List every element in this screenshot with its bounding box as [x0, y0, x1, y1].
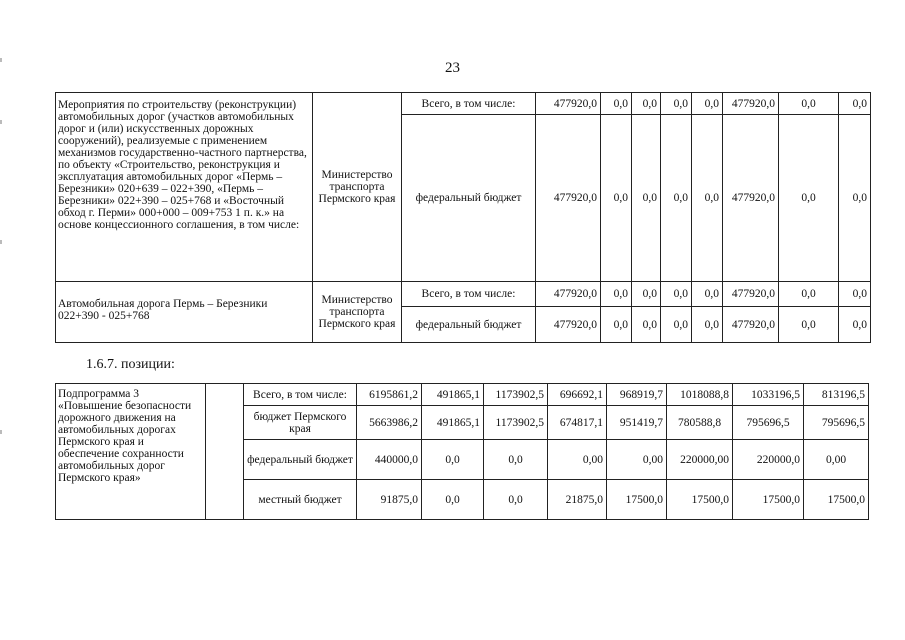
value-cell: 0,0 [484, 440, 548, 480]
value-cell: 6195861,2 [357, 384, 422, 406]
value-cell: 0,0 [601, 115, 632, 282]
value-cell: 440000,0 [357, 440, 422, 480]
funding-source: бюджет Пермского края [244, 406, 357, 440]
value-cell: 0,0 [632, 115, 661, 282]
value-cell: 951419,7 [607, 406, 667, 440]
value-cell: 491865,1 [422, 406, 484, 440]
value-cell: 17500,0 [804, 480, 869, 520]
value-cell: 0,0 [839, 93, 871, 115]
table-row [56, 93, 871, 115]
measure-description: Мероприятия по строительству (реконструкции) автомобильных дорог (участков автомобильных дорог и (или) искусственных дорожных сооружений), реализуемые с применением механизмов государственно-частного партнерства, по объекту «Строительство, реконструкция и эксплуатация автомобильных дорог «Пермь – Березники» 020+639 – 022+390, «Пермь – Березники» 022+390 – 025+768 и «Восточный обход г. Перми» 000+000 – 009+753 1 п. к.» на основе концессионного соглашения, в том числе: [56, 93, 313, 282]
value-cell: 477920,0 [723, 93, 779, 115]
value-cell: 1018088,8 [667, 384, 733, 406]
value-cell: 17500,0 [667, 480, 733, 520]
value-cell: 0,0 [601, 307, 632, 343]
value-cell: 491865,1 [422, 384, 484, 406]
value-cell: 220000,00 [667, 440, 733, 480]
value-cell: 0,0 [692, 307, 723, 343]
value-cell: 91875,0 [357, 480, 422, 520]
value-cell: 0,0 [422, 480, 484, 520]
funding-source: федеральный бюджет [402, 307, 536, 343]
value-cell: 5663986,2 [357, 406, 422, 440]
value-cell: 0,0 [661, 93, 692, 115]
value-cell: 674817,1 [548, 406, 607, 440]
value-cell: 1173902,5 [484, 406, 548, 440]
value-cell: 0,0 [779, 115, 839, 282]
value-cell: 795696,5 [804, 406, 869, 440]
value-cell: 0,00 [548, 440, 607, 480]
measure-description: Автомобильная дорога Пермь – Березники 022+390 - 025+768 [56, 282, 313, 343]
value-cell: 0,0 [484, 480, 548, 520]
executor-cell [206, 384, 244, 520]
value-cell: 477920,0 [723, 282, 779, 307]
page-number: 23 [445, 60, 460, 76]
table-row [56, 384, 869, 406]
value-cell: 1173902,5 [484, 384, 548, 406]
funding-source: Всего, в том числе: [402, 93, 536, 115]
value-cell: 0,0 [779, 307, 839, 343]
subprogram-table [55, 383, 869, 520]
value-cell: 0,0 [601, 282, 632, 307]
value-cell: 477920,0 [536, 307, 601, 343]
value-cell: 968919,7 [607, 384, 667, 406]
value-cell: 477920,0 [723, 115, 779, 282]
value-cell: 0,0 [692, 115, 723, 282]
value-cell: 0,0 [839, 115, 871, 282]
value-cell: 0,0 [692, 282, 723, 307]
value-cell: 0,0 [779, 93, 839, 115]
value-cell: 0,0 [779, 282, 839, 307]
value-cell: 0,00 [804, 440, 869, 480]
value-cell: 0,0 [632, 93, 661, 115]
value-cell: 0,0 [601, 93, 632, 115]
funding-source: местный бюджет [244, 480, 357, 520]
value-cell: 780588,8 [667, 406, 733, 440]
value-cell: 0,0 [839, 307, 871, 343]
value-cell: 0,0 [632, 307, 661, 343]
table-row [56, 282, 871, 307]
value-cell: 477920,0 [536, 93, 601, 115]
value-cell: 477920,0 [536, 115, 601, 282]
value-cell: 795696,5 [733, 406, 804, 440]
funding-source: федеральный бюджет [244, 440, 357, 480]
section-heading: 1.6.7. позиции: [86, 357, 175, 372]
value-cell: 21875,0 [548, 480, 607, 520]
funding-source: федеральный бюджет [402, 115, 536, 282]
value-cell: 0,0 [839, 282, 871, 307]
value-cell: 0,0 [661, 307, 692, 343]
value-cell: 220000,0 [733, 440, 804, 480]
value-cell: 813196,5 [804, 384, 869, 406]
subprogram-description: Подпрограмма 3 «Повышение безопасности дорожного движения на автомобильных дорогах Пермского края и обеспечение сохранности автомобильных дорог Пермского края» [56, 384, 206, 520]
executor: Министерство транспорта Пермского края [313, 282, 402, 343]
value-cell: 0,0 [632, 282, 661, 307]
value-cell: 0,0 [692, 93, 723, 115]
executor: Министерство транспорта Пермского края [313, 93, 402, 282]
value-cell: 0,00 [607, 440, 667, 480]
value-cell: 17500,0 [607, 480, 667, 520]
funding-source: Всего, в том числе: [402, 282, 536, 307]
measures-table [55, 92, 871, 343]
value-cell: 0,0 [422, 440, 484, 480]
value-cell: 477920,0 [723, 307, 779, 343]
value-cell: 17500,0 [733, 480, 804, 520]
funding-source: Всего, в том числе: [244, 384, 357, 406]
value-cell: 477920,0 [536, 282, 601, 307]
value-cell: 1033196,5 [733, 384, 804, 406]
value-cell: 696692,1 [548, 384, 607, 406]
value-cell: 0,0 [661, 282, 692, 307]
value-cell: 0,0 [661, 115, 692, 282]
